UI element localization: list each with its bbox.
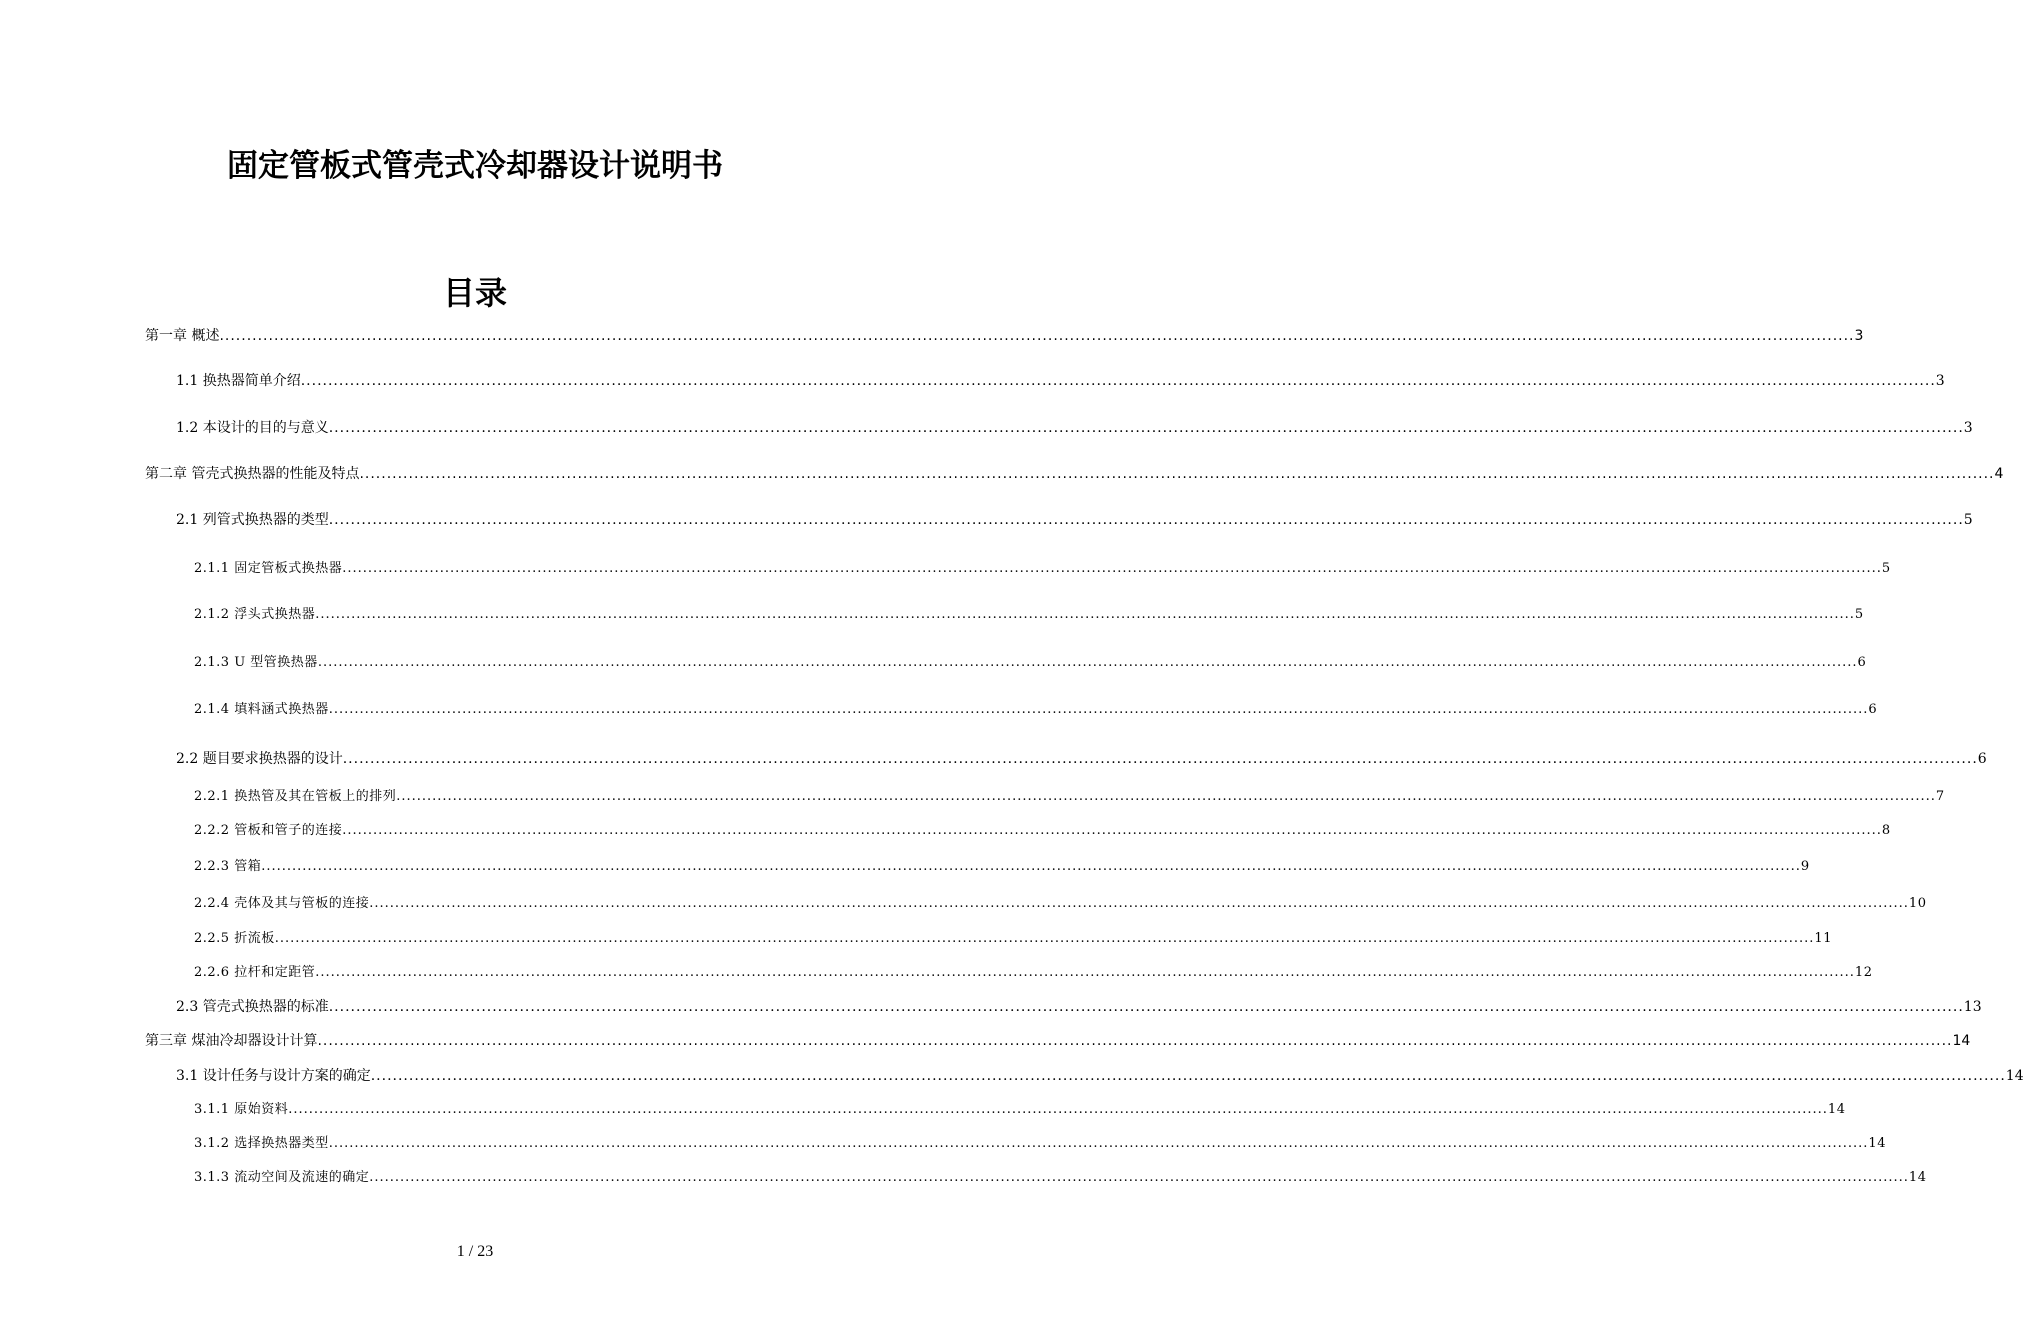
toc-entry-label: 2.2.1 换热管及其在管板上的排列 bbox=[194, 789, 397, 804]
toc-dot-leader: ............................................................................................................................................................................................................................................................................................................ bbox=[342, 751, 1978, 767]
toc-dot-leader: ............................................................................................................................................................................................................................................................................................................ bbox=[315, 965, 1855, 980]
toc-entry-page-number: 7 bbox=[1935, 789, 1945, 804]
toc-entry[interactable] bbox=[194, 1099, 1846, 1121]
toc-dot-leader: ............................................................................................................................................................................................................................................................................................................ bbox=[359, 466, 1995, 482]
toc-entry-label: 2.1.1 固定管板式换热器 bbox=[194, 561, 343, 576]
toc-entry-label: 第三章 煤油冷却器设计计算 bbox=[145, 1033, 318, 1049]
toc-dot-leader: ............................................................................................................................................................................................................................................................................................................ bbox=[328, 702, 1869, 717]
page-indicator: 1 / 23 bbox=[456, 1243, 494, 1260]
toc-entry-page-number: 9 bbox=[1800, 859, 1810, 874]
toc-entry-page-number: 14 bbox=[1827, 1102, 1846, 1117]
toc-entry[interactable] bbox=[194, 652, 1867, 674]
toc-dot-leader: ............................................................................................................................................................................................................................................................................................................ bbox=[369, 1170, 1909, 1185]
toc-dot-leader: ............................................................................................................................................................................................................................................................................................................ bbox=[315, 607, 1855, 622]
toc-title: 目录 bbox=[442, 274, 507, 312]
toc-entry-label: 3.1 设计任务与设计方案的确定 bbox=[176, 1068, 371, 1084]
toc-entry-label: 2.1.2 浮头式换热器 bbox=[194, 607, 316, 622]
toc-entry[interactable] bbox=[194, 786, 1945, 808]
toc-dot-leader: ............................................................................................................................................................................................................................................................................................................ bbox=[396, 789, 1936, 804]
toc-entry[interactable] bbox=[176, 370, 1945, 392]
toc-entry-page-number: 14 bbox=[1908, 1170, 1927, 1185]
toc-dot-leader: ............................................................................................................................................................................................................................................................................................................ bbox=[274, 931, 1815, 946]
toc-entry-page-number: 6 bbox=[1857, 655, 1867, 670]
toc-dot-leader: ............................................................................................................................................................................................................................................................................................................ bbox=[288, 1102, 1828, 1117]
toc-entry[interactable] bbox=[194, 928, 1832, 950]
toc-entry-page-number: 4 bbox=[1994, 466, 2004, 482]
toc-entry-label: 1.2 本设计的目的与意义 bbox=[176, 420, 329, 436]
toc-entry[interactable] bbox=[194, 962, 1873, 984]
toc-entry-page-number: 11 bbox=[1814, 931, 1832, 946]
toc-entry-label: 2.3 管壳式换热器的标准 bbox=[176, 999, 329, 1015]
toc-entry-page-number: 12 bbox=[1854, 965, 1873, 980]
toc-entry-label: 3.1.1 原始资料 bbox=[194, 1102, 289, 1117]
toc-entry-label: 3.1.2 选择换热器类型 bbox=[194, 1136, 329, 1151]
toc-entry[interactable] bbox=[194, 856, 1810, 878]
toc-entry-page-number: 6 bbox=[1868, 702, 1878, 717]
toc-entry-label: 2.2.3 管箱 bbox=[194, 859, 262, 874]
toc-entry-page-number: 3 bbox=[1963, 420, 1973, 436]
toc-entry[interactable] bbox=[176, 996, 1982, 1018]
toc-entry-page-number: 14 bbox=[1952, 1033, 1971, 1049]
toc-dot-leader: ............................................................................................................................................................................................................................................................................................................ bbox=[300, 373, 1936, 389]
toc-entry-label: 第一章 概述 bbox=[145, 328, 220, 344]
toc-entry[interactable] bbox=[194, 558, 1891, 580]
toc-dot-leader: ............................................................................................................................................................................................................................................................................................................ bbox=[342, 823, 1882, 838]
toc-entry[interactable] bbox=[176, 509, 1973, 531]
toc-dot-leader: ............................................................................................................................................................................................................................................................................................................ bbox=[369, 896, 1909, 911]
toc-entry[interactable] bbox=[194, 893, 1927, 915]
toc-dot-leader: ............................................................................................................................................................................................................................................................................................................ bbox=[328, 999, 1964, 1015]
toc-dot-leader: ............................................................................................................................................................................................................................................................................................................ bbox=[219, 328, 1855, 344]
toc-entry-page-number: 8 bbox=[1881, 823, 1891, 838]
toc-entry-label: 2.2.5 折流板 bbox=[194, 931, 275, 946]
toc-entry-label: 2.2.4 壳体及其与管板的连接 bbox=[194, 896, 370, 911]
toc-entry[interactable] bbox=[194, 699, 1878, 721]
toc-dot-leader: ............................................................................................................................................................................................................................................................................................................ bbox=[370, 1068, 2006, 1084]
document-title: 固定管板式管壳式冷却器设计说明书 bbox=[227, 148, 723, 184]
toc-entry-page-number: 3 bbox=[1935, 373, 1945, 389]
toc-entry[interactable] bbox=[194, 1167, 1927, 1189]
toc-entry-label: 2.1 列管式换热器的类型 bbox=[176, 512, 329, 528]
toc-entry-page-number: 14 bbox=[2005, 1068, 2024, 1084]
toc-dot-leader: ............................................................................................................................................................................................................................................................................................................ bbox=[328, 1136, 1869, 1151]
toc-entry-page-number: 6 bbox=[1977, 751, 1987, 767]
toc-entry-page-number: 3 bbox=[1854, 328, 1864, 344]
toc-entry[interactable] bbox=[145, 1030, 1971, 1052]
toc-dot-leader: ............................................................................................................................................................................................................................................................................................................ bbox=[328, 420, 1964, 436]
toc-entry-page-number: 10 bbox=[1908, 896, 1927, 911]
toc-entry-label: 2.2.2 管板和管子的连接 bbox=[194, 823, 343, 838]
toc-entry-label: 第二章 管壳式换热器的性能及特点 bbox=[145, 466, 360, 482]
toc-entry-page-number: 5 bbox=[1881, 561, 1891, 576]
toc-entry-label: 1.1 换热器简单介绍 bbox=[176, 373, 301, 389]
toc-entry-label: 2.2 题目要求换热器的设计 bbox=[176, 751, 343, 767]
toc-entry[interactable] bbox=[194, 604, 1864, 626]
toc-entry-label: 3.1.3 流动空间及流速的确定 bbox=[194, 1170, 370, 1185]
toc-dot-leader: ............................................................................................................................................................................................................................................................................................................ bbox=[342, 561, 1882, 576]
toc-entry-page-number: 5 bbox=[1963, 512, 1973, 528]
toc-entry[interactable] bbox=[194, 820, 1891, 842]
toc-entry-label: 2.2.6 拉杆和定距管 bbox=[194, 965, 316, 980]
toc-entry[interactable] bbox=[176, 1065, 2024, 1087]
toc-entry[interactable] bbox=[176, 748, 1987, 770]
toc-entry[interactable] bbox=[145, 463, 2004, 485]
toc-dot-leader: ............................................................................................................................................................................................................................................................................................................ bbox=[317, 1033, 1953, 1049]
toc-entry-page-number: 13 bbox=[1963, 999, 1982, 1015]
toc-entry[interactable] bbox=[176, 417, 1973, 439]
toc-dot-leader: ............................................................................................................................................................................................................................................................................................................ bbox=[317, 655, 1858, 670]
toc-dot-leader: ............................................................................................................................................................................................................................................................................................................ bbox=[328, 512, 1964, 528]
toc-entry-page-number: 5 bbox=[1854, 607, 1864, 622]
toc-entry-label: 2.1.3 U 型管换热器 bbox=[194, 655, 318, 670]
toc-dot-leader: ............................................................................................................................................................................................................................................................................................................ bbox=[261, 859, 1801, 874]
toc-entry-page-number: 14 bbox=[1868, 1136, 1886, 1151]
toc-entry[interactable] bbox=[145, 325, 1864, 347]
toc-entry[interactable] bbox=[194, 1133, 1886, 1155]
toc-entry-label: 2.1.4 填料涵式换热器 bbox=[194, 702, 329, 717]
